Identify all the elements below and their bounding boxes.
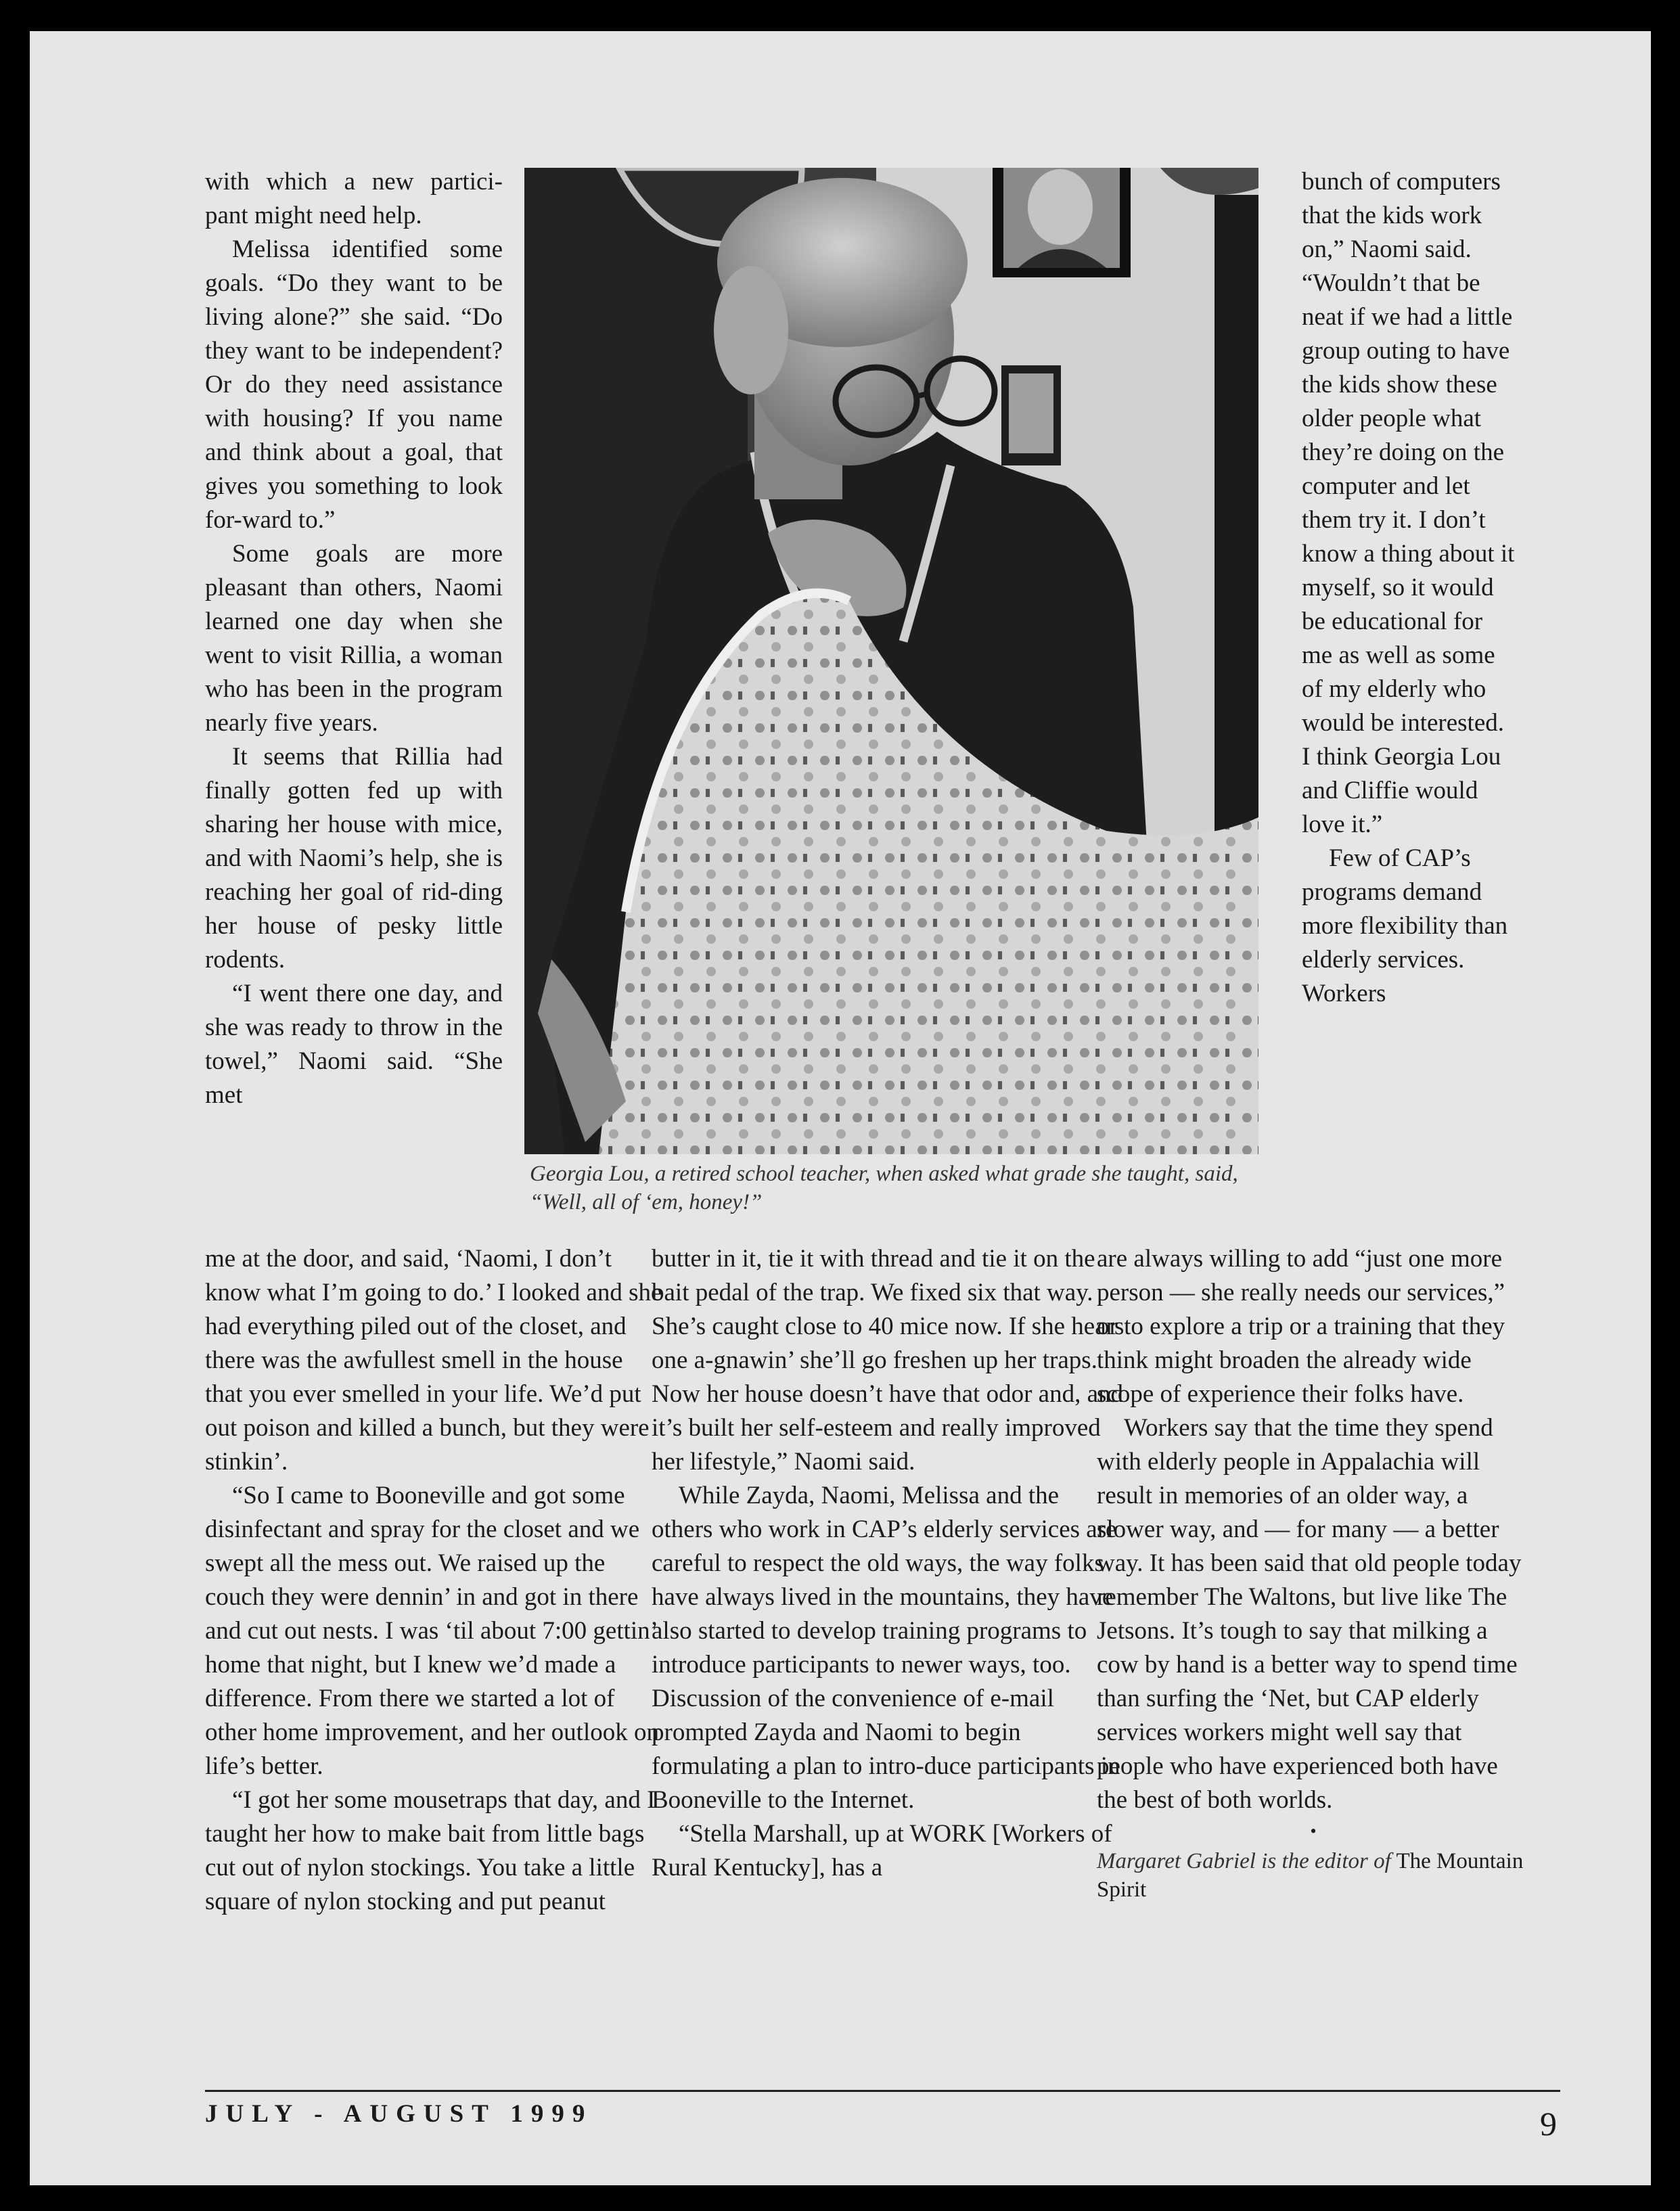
paragraph: butter in it, tie it with thread and tie it on the bait pedal of the trap. We fixed six that way. She’s caught close to 40 mice now. If she hears one a-gnawin’ she’ll go freshen up her traps. Now her house doesn’t have that odor and, and it’s built her self-esteem and really improved her lifestyle,” Naomi said. xyxy=(652,1245,1125,1476)
paragraph: Workers say that the time they spend with elderly people in Appalachia will result in memories of an older way, a slower way, and — for many — a better way. It has been said that old people today remember The Waltons, but live like The Jetsons. It’s tough to say that milking a cow by hand is a better way to spend time than surfing the ‘Net, but CAP elderly services workers might well say that people who have experienced both have the best of both worlds. xyxy=(1097,1414,1522,1814)
paragraph: “So I came to Booneville and got some disinfectant and spray for the closet and we swept all the mess out. We raised up the couch they were dennin’ in and got in there and cut out nests. I was ‘til about 7:00 gettin’ home that night, but I knew we’d made a difference. From there we started a lot of other home improvement, and her outlook on life’s better. xyxy=(205,1482,659,1780)
credit-text: Margaret Gabriel is the editor of xyxy=(1097,1849,1391,1873)
page-number: 9 xyxy=(1540,2105,1557,2143)
photo-caption: Georgia Lou, a retired school teacher, when asked what grade she taught, said, “Well, all of ‘em, honey!” xyxy=(530,1162,1238,1214)
column-3-top xyxy=(1302,165,1518,1011)
paragraph: Few of CAP’s programs demand more flexibility than elderly services. Workers xyxy=(1302,844,1508,1007)
issue-date: JULY - AUGUST 1999 xyxy=(205,2100,593,2128)
paragraph: While Zayda, Naomi, Melissa and the others who work in CAP’s elderly services are careful to respect the old ways, the way folks have always lived in the mountains, they have also started to develop training programs to introduce participants to newer ways, too. Discussion of the convenience of e-mail prompted Zayda and Naomi to begin formulating a plan to intro-duce participants in Booneville to the Internet. xyxy=(652,1482,1120,1814)
paragraph: “I went there one day, and she was ready to throw in the towel,” Naomi said. “She met xyxy=(205,980,503,1109)
paragraph: me at the door, and said, ‘Naomi, I don’t know what I’m going to do.’ I looked and she had everything piled out of the closet, and there was the awfullest smell in the house that you ever smelled in your life. We’d put out poison and killed a bunch, but they were stinkin’. xyxy=(205,1245,662,1476)
paragraph: “Stella Marshall, up at WORK [Workers of Rural Kentucky], has a xyxy=(652,1820,1112,1882)
column-1-top xyxy=(205,165,503,1112)
paragraph: Some goals are more pleasant than others, Naomi learned one day when she went to visit Rillia, a woman who has been in the program nearly five years. xyxy=(205,540,503,737)
column-1-bottom xyxy=(205,1242,665,1919)
paragraph: with which a new partici-pant might need help. xyxy=(205,168,503,229)
paragraph: Melissa identified some goals. “Do they want to be living alone?” she said. “Do they want to be independent? Or do they need assistance with housing? If you name and think about a goal, that gives you something to look for-ward to.” xyxy=(205,235,503,534)
photo-illustration xyxy=(524,168,1258,1154)
end-bullet: • xyxy=(1310,1821,1317,1841)
column-3-bottom xyxy=(1097,1242,1530,1904)
paragraph: are always willing to add “just one more person — she really needs our services,” or to explore a trip or a training that they think might broaden the already wide scope of experience their folks have. xyxy=(1097,1245,1505,1408)
paragraph: It seems that Rillia had finally gotten fed up with sharing her house with mice, and with Naomi’s help, she is reaching her goal of rid-ding her house of pesky little rodents. xyxy=(205,743,503,974)
column-2 xyxy=(652,1242,1125,1885)
author-credit xyxy=(1097,1847,1530,1904)
magazine-page xyxy=(30,31,1651,2185)
photo-georgia-lou xyxy=(524,168,1258,1154)
publication-name: The Mountain Spirit xyxy=(1097,1849,1524,1902)
paragraph: bunch of computers that the kids work on,” Naomi said. “Wouldn’t that be neat if we had a little group outing to have the kids show these older people what they’re doing on the computer and let them try it. I don’t know a thing about it myself, so it would be educational for me as well as some of my elderly who would be interested. I think Georgia Lou and Cliffie would love it.” xyxy=(1302,168,1515,838)
paragraph: “I got her some mousetraps that day, and I taught her how to make bait from little bags cut out of nylon stockings. You take a little square of nylon stocking and put peanut xyxy=(205,1786,656,1915)
footer-rule xyxy=(205,2090,1560,2092)
